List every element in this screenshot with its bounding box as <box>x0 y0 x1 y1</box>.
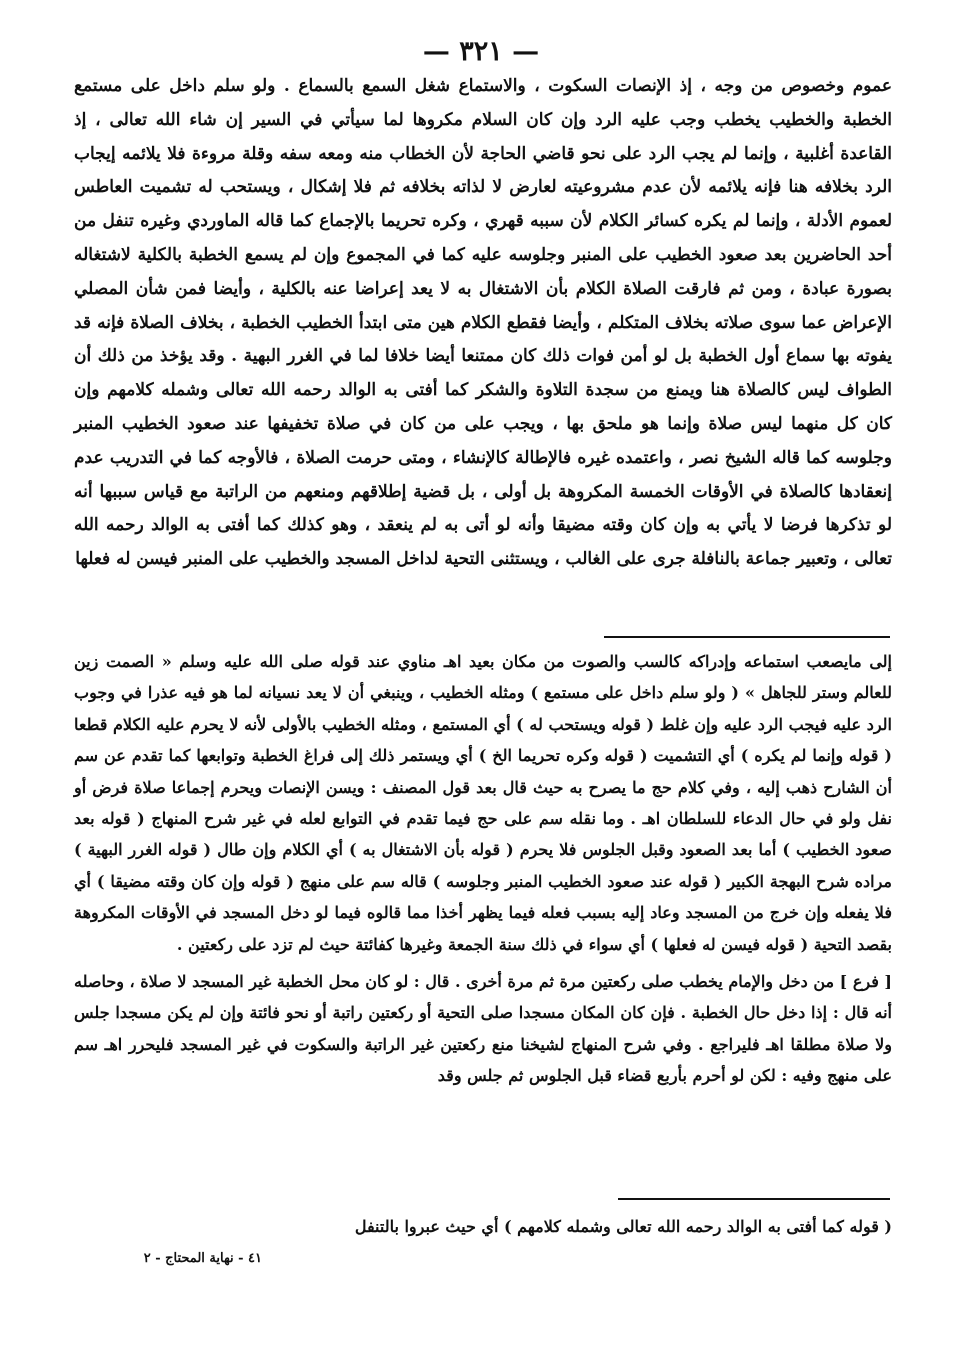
main-text-block <box>74 70 892 577</box>
main-text-paragraph: عموم وخصوص من وجه ، إذ الإنصات السكوت ، والاستماع شغل السمع بالسماع . ولو سلم داخل على مستمع الخطبة والخطيب يخطب وجب عليه الرد وإن كان السلام مكروها لما سيأتي في السير إن شاء الله تعالى ، إذ القاعدة أغلبية ، وإنما لم يجب الرد على نحو قاضي الحاجة لأن الخطاب منه ومعه سفه وقلة مروءة فلا يلائمه إيجاب الرد بخلافه هنا فإنه يلائمه لأن عدم مشروعيته لعارض لا لذاته بخلافه ثم فلا إشكال ، ويستحب له تشميت العاطس لعموم الأدلة ، وإنما لم يكره كسائر الكلام لأن سببه قهري ، وكره تحريما بالإجماع كما قاله الماوردي وغيره تنفل من أحد الحاضرين بعد صعود الخطيب على المنبر وجلوسه عليه كما في المجموع وإن لم يسمع الخطبة بالكلية لاشتغاله بصورة عبادة ، ومن ثم فارقت الصلاة الكلام بأن الاشتغال به لا يعد إعراضا عنه بالكلية ، وأيضا فمن شأن المصلي الإعراض عما سوى صلاته بخلاف المتكلم ، وأيضا فقطع الكلام هين متى ابتدأ الخطيب الخطبة ، بخلاف الصلاة فإنه قد يفوته بها سماع أول الخطبة بل لو أمن فوات ذلك كان ممتنعا أيضا خلافا لما في الغرر البهية . وقد يؤخذ من ذلك أن الطواف ليس كالصلاة هنا ويمنع من سجدة التلاوة والشكر كما أفتى به الوالد رحمه الله تعالى وشمله كلامهم وإن كان كل منهما ليس صلاة وإنما هو ملحق بها ، ويجب على من كان في صلاة تخفيفها عند صعود الخطيب المنبر وجلوسه كما قاله الشيخ نصر ، واعتمده غيره فالإطالة كالإنشاء ، ومتى حرمت الصلاة ، فالأوجه كما في التدريب عدم إنعقادها كالصلاة في الأوقات الخمسة المكروهة بل أولى ، بل قضية إطلاقهم ومنعهم من الراتبة مع قياس سببها أنه لو تذكرها فرضا لا يأتي به وإن كان وقته مضيقا وأنه لو أتى به لم ينعقد ، وهو كذلك كما أفتى به الوالد رحمه الله تعالى ، وتعبير جماعة بالنافلة جرى على الغالب ، ويستثنى التحية لداخل المسجد والخطيب على المنبر فيسن له فعلها <box>74 76 893 570</box>
footnote-separator-rule <box>618 1198 890 1200</box>
signature-mark: ٤١ - نهاية المحتاج - ٢ <box>143 1251 262 1266</box>
page-number: — ٣٢١ — <box>422 36 540 67</box>
commentary-paragraph: إلى مايصعب استماعه وإدراكه كالسب والصوت من مكان بعيد اهـ مناوي عند قوله صلى الله عليه وسلم « الصمت زين للعالم وستر للجاهل » ( ولو سلم داخل على مستمع ) ومثله الخطيب ، وينبغي أن لا يعد نسيانه لما هو فيه عذرا في وجوب الرد عليه فيجب الرد عليه وإن غلط ( قوله ويستحب له ) أي المستمع ، ومثله الخطيب بالأولى لأنه لا يحرم عليه الكلام قطعا ( قوله وإنما لم يكره ) أي التشميت ( قوله وكره تحريما الخ ) أي ويستمر ذلك إلى فراغ الخطبة وتوابعها كما تقدم عن سم أن الشارح ذهب إليه ، وفي كلام حج ما يصرح به حيث قال بعد قول المصنف : ويسن الإنصات ويحرم إجماعا صلاة فرض أو نفل ولو في حال الدعاء للسلطان اهـ . وما نقله سم على حج فيما تقدم في التوابع لعله في غير شرح المنهاج ( قوله بعد صعود الخطيب ) أما بعد الصعود وقبل الجلوس فلا يحرم ( قوله بأن الاشتغال به ) أي الكلام وإن طال ( قوله الغرر البهية ) مراده شرح البهجة الكبير ( قوله عند صعود الخطيب المنبر وجلوسه ) قاله سم على منهج ( قوله وإن كان وقته مضيقا ) أي فلا يفعله وإن خرج من المسجد وعاد إليه بسبب فعله فيما يظهر أخذا مما قالوه فيما لو دخل المسجد في الأوقات المكروهة بقصد التحية ( قوله فيسن له فعلها ) أي سواء في ذلك سنة الجمعة وغيرها كفائتة حيث لم تزد على ركعتين . <box>74 652 892 954</box>
commentary-paragraph-branch: [ فرع ] من دخل والإمام يخطب صلى ركعتين مرة ثم مرة أخرى . قال : لو كان محل الخطبة غير المسجد لا صلاة ، وحاصله أنه قال : إذا دخل حال الخطبة . فإن كان المكان مسجدا صلى التحية أو ركعتين راتبة أو نحو فائتة وإن لم يكن مسجدا جلس ولا صلاة مطلقا اهـ فليراجع . وفي شرح المنهاج لشيخنا منع ركعتين غير الراتبة والسكوت في غير المسجد فليحرر اهـ سم على منهج وفيه : لكن لو أحرم بأربع قضاء قبل الجلوس ثم جلس وقد <box>74 972 892 1086</box>
commentary-block <box>74 646 892 1092</box>
separator-rule <box>604 636 890 638</box>
footnote: ( قوله كما أفتى به الوالد رحمه الله تعالى وشمله كلامهم ) أي حيث عبروا بالتنفل <box>354 1217 892 1236</box>
